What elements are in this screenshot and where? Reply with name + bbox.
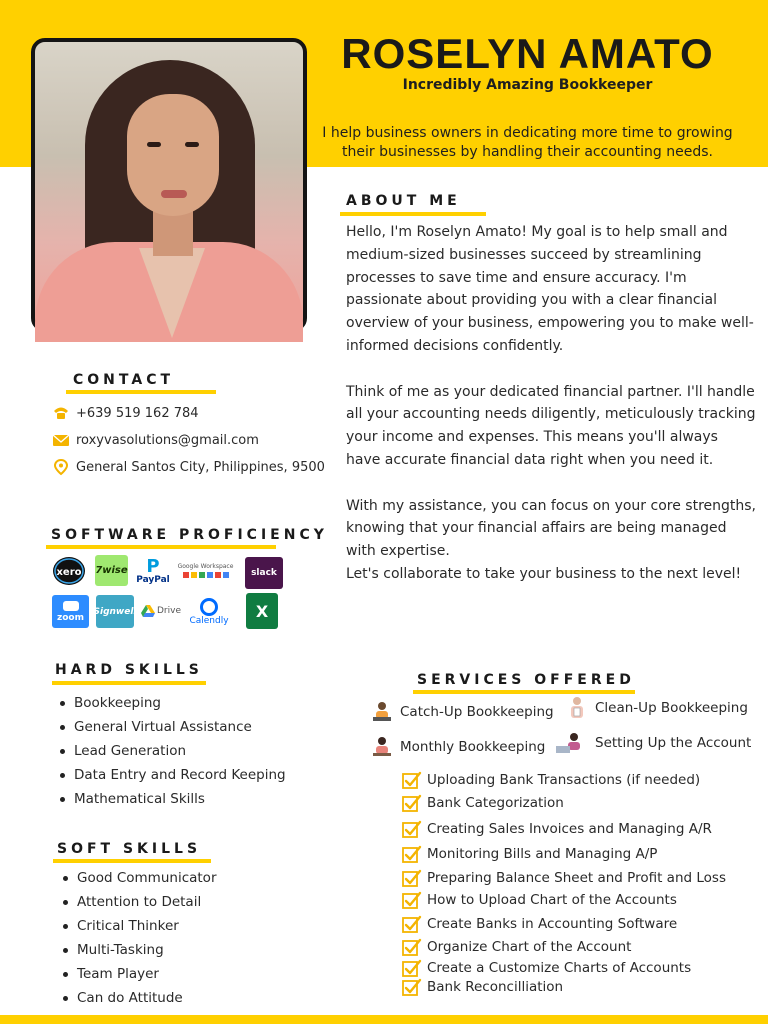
checklist-label: Create Banks in Accounting Software xyxy=(427,916,678,932)
checklist-item xyxy=(402,891,677,909)
checklist-label: Preparing Balance Sheet and Profit and Loss xyxy=(427,870,726,886)
contact-phone[interactable] xyxy=(52,405,199,421)
checklist-item xyxy=(402,869,726,887)
checkbox-check-icon xyxy=(402,869,422,887)
calendly-label: Calendly xyxy=(189,616,229,626)
service-label: Monthly Bookkeeping xyxy=(400,739,546,755)
list-item: Can do Attitude xyxy=(61,988,217,1012)
soft-skills-heading: SOFT SKILLS xyxy=(57,841,202,857)
checkbox-check-icon xyxy=(402,959,422,977)
checklist-label: Uploading Bank Transactions (if needed) xyxy=(427,772,701,788)
google-workspace-label: Google Workspace xyxy=(177,562,234,570)
paypal-logo: P PayPal xyxy=(136,556,170,585)
checkbox-check-icon xyxy=(402,794,422,812)
hard-skills-underline xyxy=(52,681,206,685)
list-item: Lead Generation xyxy=(58,741,286,765)
checkbox-check-icon xyxy=(402,820,422,838)
checklist-label: How to Upload Chart of the Accounts xyxy=(427,892,677,908)
email-icon xyxy=(52,432,70,448)
service-clean-up xyxy=(565,696,748,720)
checklist-item xyxy=(402,794,564,812)
checklist-item xyxy=(402,845,657,863)
about-heading: ABOUT ME xyxy=(346,193,461,209)
service-label: Catch-Up Bookkeeping xyxy=(400,704,554,720)
paypal-label: PayPal xyxy=(136,575,170,585)
about-underline xyxy=(340,212,486,216)
checklist-item xyxy=(402,959,691,977)
footer-band xyxy=(0,1015,768,1024)
checkbox-check-icon xyxy=(402,771,422,789)
list-item: Attention to Detail xyxy=(61,892,217,916)
about-paragraph: Hello, I'm Roselyn Amato! My goal is to help small and medium-sized businesses succeed by streamlining processes to save time and ensure accuracy. I'm passionate about providing you with a clear financial overview of your business, empowering you to make well-informed decisions confidently. xyxy=(346,224,754,354)
page-title: ROSELYN AMATO xyxy=(341,30,714,77)
person-document-icon xyxy=(565,696,589,720)
job-title: Incredibly Amazing Bookkeeper xyxy=(402,77,653,93)
checklist-item xyxy=(402,820,712,838)
list-item: General Virtual Assistance xyxy=(58,717,286,741)
checklist-label: Creating Sales Invoices and Managing A/R xyxy=(427,821,712,837)
about-paragraph: Think of me as your dedicated financial partner. I'll handle all your accounting needs diligently, meticulously tracking your income and expenses. This means you'll always have accurate financial data right when you need it. xyxy=(346,383,756,468)
list-item: Data Entry and Record Keeping xyxy=(58,765,286,789)
excel-logo: X xyxy=(246,593,278,629)
checkbox-check-icon xyxy=(402,891,422,909)
person-laptop-icon xyxy=(370,700,394,724)
phone-icon xyxy=(52,405,70,421)
checkbox-check-icon xyxy=(402,845,422,863)
service-setting-up xyxy=(553,731,751,755)
person-laptop-seated-icon xyxy=(553,731,589,755)
checklist-label: Bank Categorization xyxy=(427,795,564,811)
list-item: Good Communicator xyxy=(61,868,217,892)
services-heading: SERVICES OFFERED xyxy=(417,672,635,688)
service-label: Clean-Up Bookkeeping xyxy=(595,700,748,716)
about-text xyxy=(346,221,756,586)
checkbox-check-icon xyxy=(402,978,422,996)
email-address: roxyvasolutions@gmail.com xyxy=(76,432,259,448)
wise-logo: 7wise xyxy=(95,555,128,586)
soft-skills-list xyxy=(61,868,217,1012)
tagline: I help business owners in dedicating more time to growing their businesses by handling their accounting needs. xyxy=(322,125,733,160)
checklist-item xyxy=(402,771,700,789)
hard-skills-heading: HARD SKILLS xyxy=(55,662,203,678)
service-label: Setting Up the Account xyxy=(595,735,752,751)
contact-underline xyxy=(66,390,216,394)
list-item: Critical Thinker xyxy=(61,916,217,940)
checklist-item xyxy=(402,938,631,956)
xero-logo xyxy=(52,556,86,586)
google-workspace-logo xyxy=(176,557,235,583)
checklist-label: Organize Chart of the Account xyxy=(427,939,632,955)
services-underline xyxy=(413,690,635,694)
about-paragraph: Let's collaborate to take your business to the next level! xyxy=(346,565,742,582)
checklist-label: Create a Customize Charts of Accounts xyxy=(427,960,692,976)
hard-skills-list xyxy=(58,693,286,813)
software-heading: SOFTWARE PROFICIENCY xyxy=(51,527,328,543)
zoom-logo xyxy=(52,595,89,628)
list-item: Mathematical Skills xyxy=(58,789,286,813)
drive-label: Drive xyxy=(157,606,181,616)
service-catch-up xyxy=(370,700,554,724)
contact-address xyxy=(52,459,325,475)
list-item: Team Player xyxy=(61,964,217,988)
software-underline xyxy=(46,545,276,549)
checkbox-check-icon xyxy=(402,938,422,956)
phone-number: +639 519 162 784 xyxy=(76,405,199,421)
contact-email[interactable] xyxy=(52,432,259,448)
checklist-label: Monitoring Bills and Managing A/P xyxy=(427,846,658,862)
contact-heading: CONTACT xyxy=(73,372,175,388)
about-paragraph: With my assistance, you can focus on your core strengths, knowing that your financial affairs are being managed with expertise. xyxy=(346,497,756,560)
checklist-label: Bank Reconcilliation xyxy=(427,979,564,995)
xero-label: xero xyxy=(56,567,82,578)
person-desk-icon xyxy=(370,735,394,759)
slack-logo: slack xyxy=(245,557,283,589)
signwell-logo: Signwell xyxy=(96,595,134,628)
checklist-item xyxy=(402,978,563,996)
google-drive-logo xyxy=(140,603,182,619)
soft-skills-underline xyxy=(53,859,211,863)
calendly-logo xyxy=(186,595,232,629)
zoom-label: zoom xyxy=(57,612,84,623)
list-item: Bookkeeping xyxy=(58,693,286,717)
location-pin-icon xyxy=(52,459,70,475)
checkbox-check-icon xyxy=(402,915,422,933)
profile-photo xyxy=(31,38,307,332)
address: General Santos City, Philippines, 9500 xyxy=(76,459,325,475)
checklist-item xyxy=(402,915,677,933)
service-monthly xyxy=(370,735,545,759)
list-item: Multi-Tasking xyxy=(61,940,217,964)
